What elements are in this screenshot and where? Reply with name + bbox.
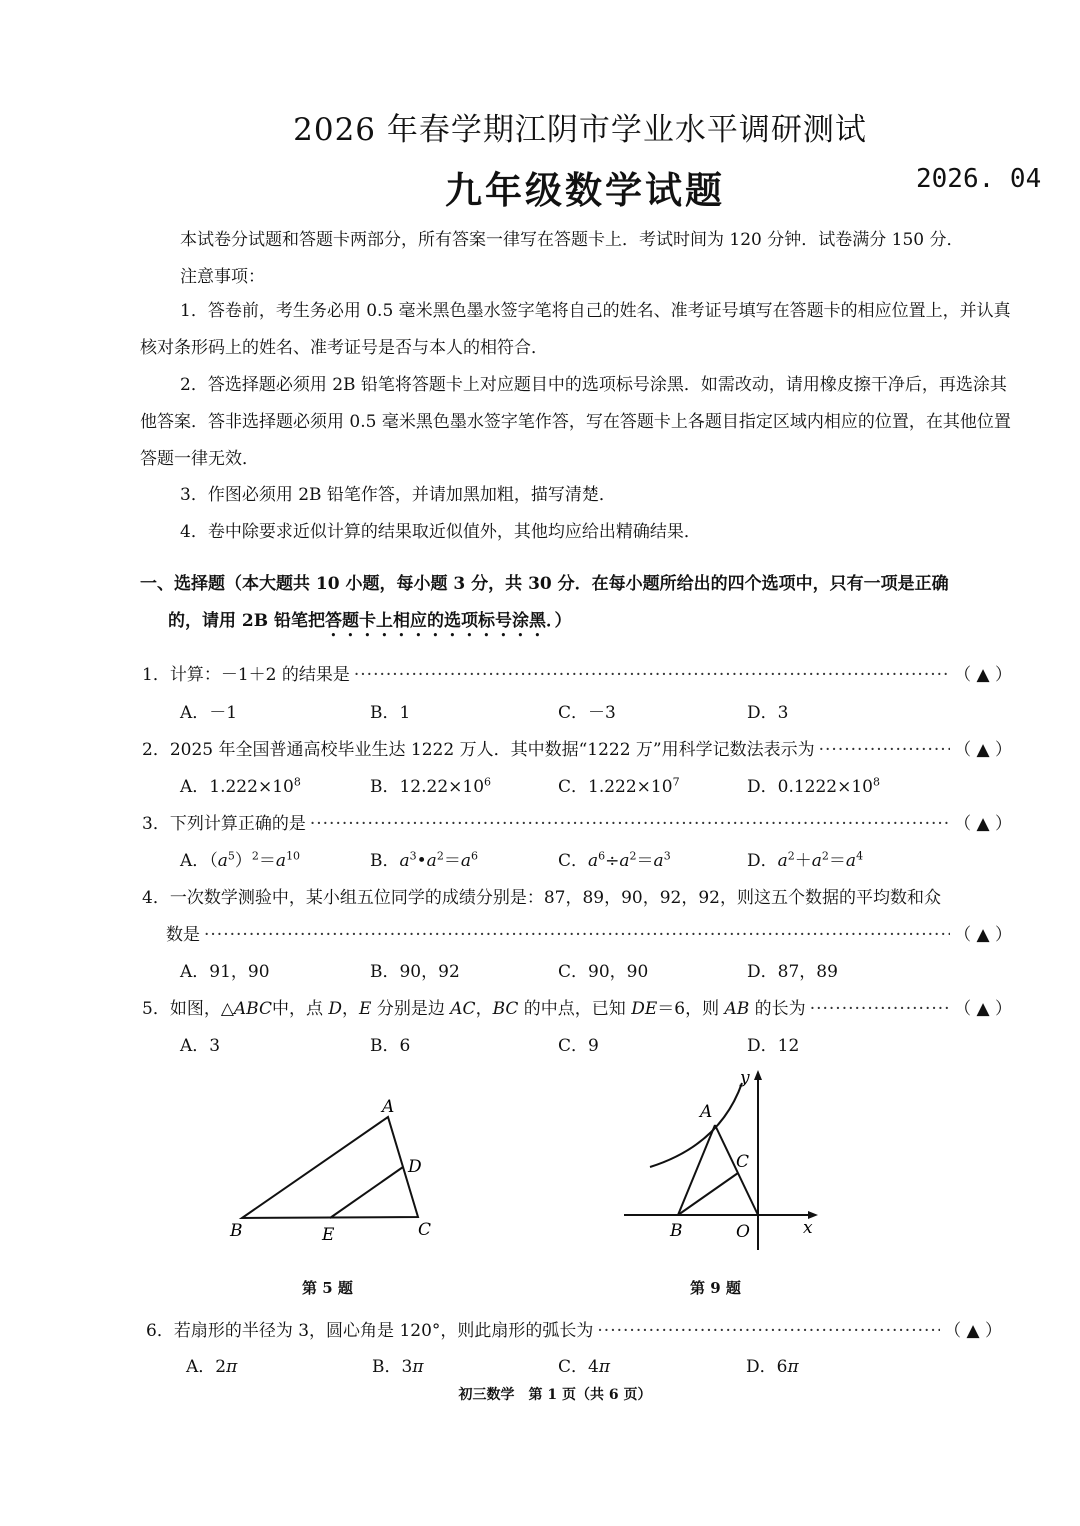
q3-option-b: B．$a^3•a^2=a^6$ bbox=[370, 849, 478, 871]
label-x: x bbox=[803, 1218, 813, 1238]
q1-option-a: A．－1 bbox=[180, 703, 238, 723]
intro-line: 本试卷分试题和答题卡两部分，所有答案一律写在答题卡上．考试时间为 120 分钟．试卷满分 150 分． bbox=[180, 230, 964, 250]
y-axis-arrow bbox=[754, 1070, 762, 1080]
q3-option-d: D．$a^2+a^2=a^4$ bbox=[747, 849, 864, 871]
question-2: 2．2025 年全国普通高校毕业生达 1222 万人．其中数据“1222 万”用科学记数法表示为 ····· （ ▲ ） bbox=[142, 735, 1012, 760]
q1-option-c: C．－3 bbox=[558, 703, 616, 723]
q2-option-a: A．$1.222\times 10^8$ bbox=[180, 775, 301, 797]
label-y: y bbox=[740, 1068, 750, 1088]
label-b: B bbox=[670, 1221, 683, 1241]
segment-de bbox=[330, 1167, 403, 1218]
note-4: 4．卷中除要求近似计算的结果取近似值外，其他均应给出精确结果． bbox=[180, 522, 701, 542]
q6-option-b: B．3π bbox=[372, 1357, 424, 1377]
q6-option-c: C．4π bbox=[558, 1357, 611, 1377]
q2-option-d: D．$0.1222\times 10^8$ bbox=[747, 775, 880, 797]
paper-date: 2026. 04 bbox=[916, 164, 1042, 194]
emphasized-text: 答题卡上相应的选项标号涂黑 bbox=[325, 611, 547, 631]
note-1: 1．答卷前，考生务必用 0.5 毫米黑色墨水签字笔将自己的姓名、准考证号填写在答题卡的相应位置上，并认真核对条形码上的姓名、准考证号是否与本人的相符合． bbox=[140, 301, 1011, 358]
paper-title: 九年级数学试题 bbox=[445, 168, 725, 212]
question-6: 6．若扇形的半径为 3，圆心角是 120°，则此扇形的弧长为 ····· （ ▲ ） bbox=[146, 1316, 1002, 1341]
exam-header-title: 2026 年春学期江阴市学业水平调研测试 bbox=[293, 112, 867, 148]
q2-option-b: B．$12.22\times 10^6$ bbox=[370, 775, 492, 797]
label-e: E bbox=[322, 1225, 335, 1245]
page-footer: 初三数学 第 1 页（共 6 页） bbox=[458, 1387, 652, 1403]
q1-option-d: D．3 bbox=[747, 703, 789, 723]
q6-option-d: D．6π bbox=[746, 1357, 799, 1377]
notice-label: 注意事项： bbox=[180, 267, 265, 287]
label-a: A bbox=[700, 1102, 713, 1122]
label-c: C bbox=[736, 1152, 750, 1172]
section-heading-line1: 一、选择题（本大题共 10 小题，每小题 3 分，共 30 分．在每小题所给出的四个选项中，只有一项是正确 bbox=[140, 574, 949, 594]
q6-option-a: A．2π bbox=[186, 1357, 238, 1377]
figure-9-caption: 第 9 题 bbox=[690, 1279, 741, 1297]
answer-mark: （ ▲ ） bbox=[954, 665, 1012, 685]
q5-option-b: B．6 bbox=[370, 1036, 411, 1056]
question-5: 5．如图，△ABC中，点 D，E 分别是边 AC，BC 的中点，已知 DE＝6，则 AB 的长为 ····· （ ▲ ） bbox=[142, 994, 1012, 1019]
q5-option-d: D．12 bbox=[747, 1036, 800, 1056]
figure-5-caption: 第 5 题 bbox=[302, 1279, 353, 1297]
question-4: 4．一次数学测验中，某小组五位同学的成绩分别是：87，89，90，92，92，则这五个数据的平均数和众 bbox=[142, 888, 941, 908]
q3-option-c: C．$a^6\div a^2=a^3$ bbox=[558, 849, 671, 871]
note-2: 2．答选择题必须用 2B 铅笔将答题卡上对应题目中的选项标号涂黑．如需改动，请用橡皮擦干净后，再选涂其他答案．答非选择题必须用 0.5 毫米黑色墨水签字笔作答，写在答题卡上各题目指定区域内相应的位置，在其他位置答题一律无效． bbox=[140, 375, 1011, 469]
q1-option-b: B．1 bbox=[370, 703, 411, 723]
label-a: A bbox=[382, 1097, 395, 1117]
q5-option-a: A．3 bbox=[180, 1036, 221, 1056]
figure-9-graph bbox=[620, 1065, 830, 1255]
label-c: C bbox=[418, 1220, 432, 1240]
label-d: D bbox=[408, 1157, 422, 1177]
q2-option-c: C．$1.222\times 10^7$ bbox=[558, 775, 680, 797]
q5-option-c: C．9 bbox=[558, 1036, 599, 1056]
section-heading-line2: 的，请用 2B 铅笔把答题卡上相应的选项标号涂黑．） bbox=[168, 611, 572, 631]
q4-option-a: A．91，90 bbox=[180, 962, 270, 982]
question-1: 1．计算：－1＋2 的结果是 ····· （ ▲ ） bbox=[142, 660, 1012, 685]
note-3: 3．作图必须用 2B 铅笔作答，并请加黑加粗，描写清楚． bbox=[180, 485, 616, 505]
q3-option-a: A．$(a^5)^2=a^{10}$ bbox=[180, 849, 301, 871]
q4-option-d: D．87，89 bbox=[747, 962, 838, 982]
question-3: 3．下列计算正确的是 ····· （ ▲ ） bbox=[142, 809, 1012, 834]
label-o: O bbox=[736, 1222, 750, 1242]
label-b: B bbox=[230, 1221, 243, 1241]
figure-5-triangle bbox=[220, 1090, 450, 1250]
q4-option-b: B．90，92 bbox=[370, 962, 460, 982]
triangle-abc bbox=[242, 1117, 418, 1218]
q4-option-c: C．90，90 bbox=[558, 962, 649, 982]
question-4-line2: 数是 ····· （ ▲ ） bbox=[166, 920, 1012, 945]
